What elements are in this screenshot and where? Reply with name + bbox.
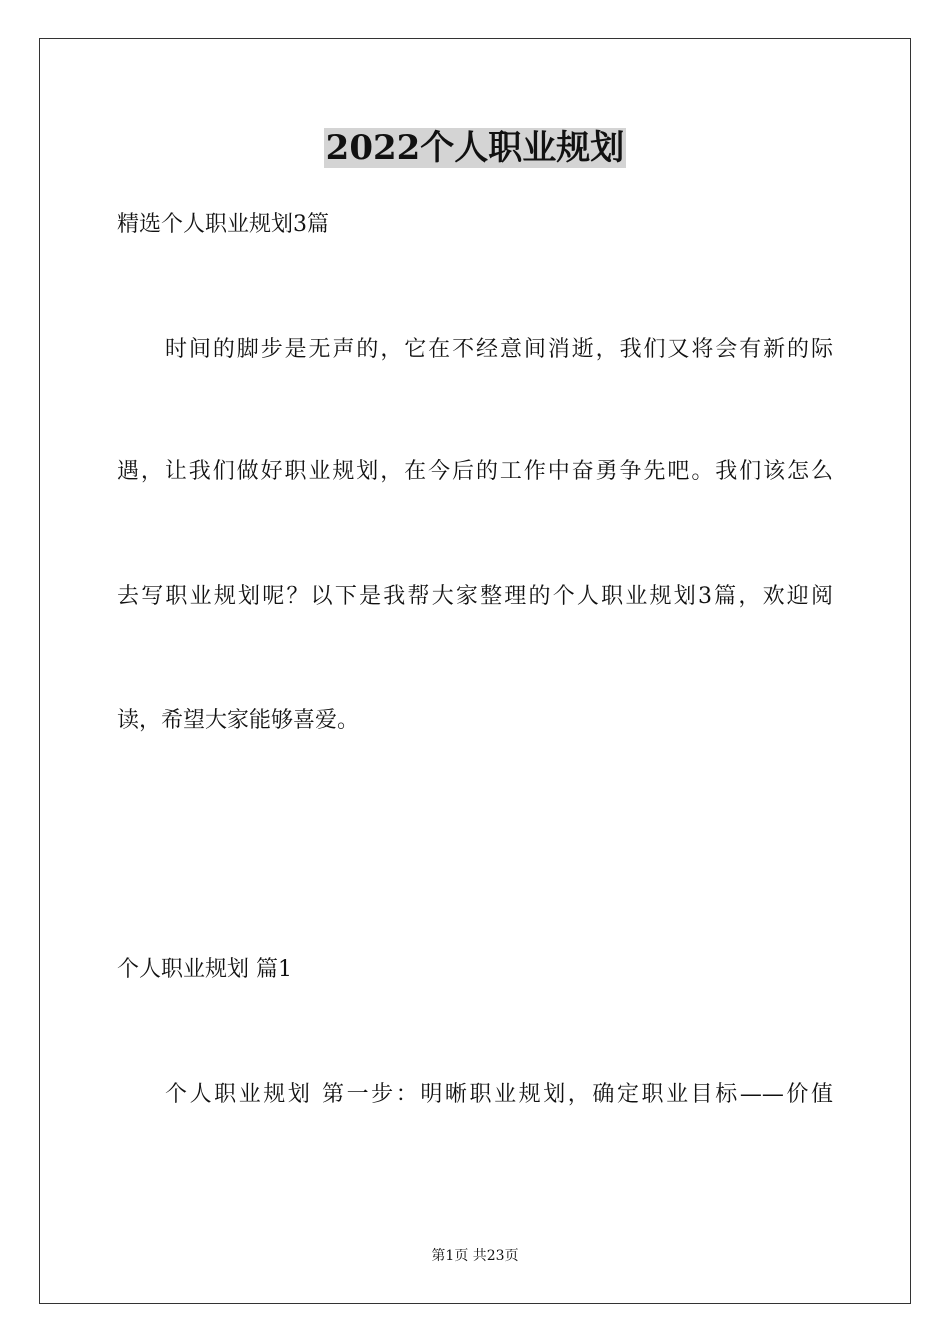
paragraph-line-3: 去写职业规划呢？以下是我帮大家整理的个人职业规划3篇，欢迎阅 [117,584,833,609]
paragraph-line-4: 读，希望大家能够喜爱。 [117,708,360,733]
section-line-1: 个人职业规划 第一步：明晰职业规划，确定职业目标——价值 [165,1082,833,1107]
section-heading: 个人职业规划 篇1 [117,957,292,982]
paragraph-line-2: 遇，让我们做好职业规划，在今后的工作中奋勇争先吧。我们该怎么 [117,459,833,484]
page-number-footer: 第1页 共23页 [431,1248,519,1264]
document-title [0,126,950,170]
paragraph-line-1: 时间的脚步是无声的，它在不经意间消逝，我们又将会有新的际 [165,337,833,362]
document-title-text: 2022个人职业规划 [325,128,625,168]
document-subtitle: 精选个人职业规划3篇 [117,212,329,237]
